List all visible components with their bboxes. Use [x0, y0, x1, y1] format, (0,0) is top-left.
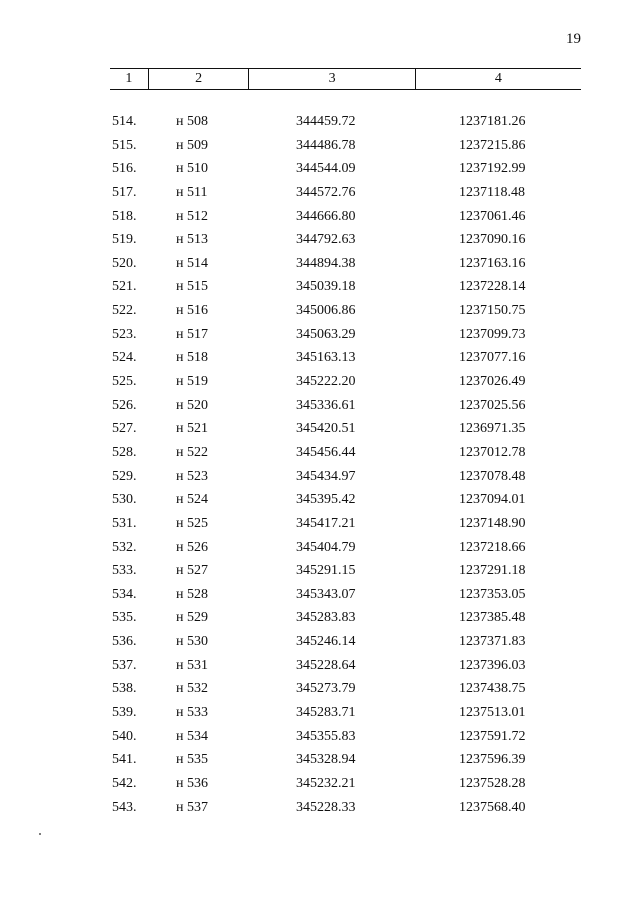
table-row [110, 134, 581, 158]
row-number: 536. [112, 634, 137, 650]
coordinate-x: 344792.63 [296, 232, 356, 248]
point-name: н 518 [176, 350, 208, 366]
point-name: н 532 [176, 681, 208, 697]
scan-speck [39, 833, 41, 835]
point-name: н 528 [176, 586, 208, 602]
coordinate-y: 1237090.16 [459, 232, 526, 248]
point-name: н 515 [176, 279, 208, 295]
table-row [110, 606, 581, 630]
table-row [110, 157, 581, 181]
point-name: н 525 [176, 515, 208, 531]
coordinate-y: 1237228.14 [459, 279, 526, 295]
coordinate-y: 1237596.39 [459, 752, 526, 768]
row-number: 517. [112, 184, 137, 200]
table-row [110, 323, 581, 347]
table-row [110, 677, 581, 701]
coordinate-x: 345163.13 [296, 350, 356, 366]
table-row [110, 748, 581, 772]
row-number: 534. [112, 586, 137, 602]
row-number: 520. [112, 255, 137, 271]
row-number: 519. [112, 232, 137, 248]
row-number: 521. [112, 279, 137, 295]
point-name: н 520 [176, 397, 208, 413]
header-col-3: 3 [248, 69, 414, 89]
point-name: н 513 [176, 232, 208, 248]
point-name: н 530 [176, 634, 208, 650]
coordinate-x: 345355.83 [296, 728, 356, 744]
row-number: 515. [112, 137, 137, 153]
row-number: 537. [112, 657, 137, 673]
coordinate-x: 345246.14 [296, 634, 356, 650]
coordinate-x: 345232.21 [296, 775, 356, 791]
header-col-4: 4 [415, 69, 581, 89]
point-name: н 510 [176, 161, 208, 177]
row-number: 541. [112, 752, 137, 768]
row-number: 516. [112, 161, 137, 177]
row-number: 527. [112, 421, 137, 437]
table-row [110, 725, 581, 749]
table-row [110, 796, 581, 820]
coordinate-y: 1237396.03 [459, 657, 526, 673]
point-name: н 514 [176, 255, 208, 271]
table-row [110, 512, 581, 536]
row-number: 540. [112, 728, 137, 744]
point-name: н 522 [176, 444, 208, 460]
coordinate-x: 345006.86 [296, 303, 356, 319]
coordinate-x: 344486.78 [296, 137, 356, 153]
table-row [110, 252, 581, 276]
row-number: 518. [112, 208, 137, 224]
header-col-1: 1 [125, 71, 133, 86]
point-name: н 536 [176, 775, 208, 791]
coordinate-y: 1237012.78 [459, 444, 526, 460]
coordinate-x: 345395.42 [296, 492, 356, 508]
coordinate-x: 344459.72 [296, 114, 356, 129]
coordinate-y: 1237118.48 [459, 184, 525, 200]
table-row [110, 701, 581, 725]
table-row [110, 417, 581, 441]
coordinate-y: 1237148.90 [459, 515, 526, 531]
coordinate-y: 1237099.73 [459, 326, 526, 342]
table-row [110, 488, 581, 512]
table-row [110, 654, 581, 678]
point-name: н 521 [176, 421, 208, 437]
point-name: н 535 [176, 752, 208, 768]
row-number: 525. [112, 374, 137, 390]
table-row [110, 205, 581, 229]
coordinate-x: 345456.44 [296, 444, 356, 460]
coordinate-x: 345228.33 [296, 799, 356, 815]
table-row [110, 441, 581, 465]
table-row [110, 181, 581, 205]
table-header [110, 68, 581, 90]
coordinate-x: 345039.18 [296, 279, 356, 295]
table-row [110, 536, 581, 560]
coordinate-y: 1237385.48 [459, 610, 526, 626]
coordinate-y: 1237150.75 [459, 303, 526, 319]
table-row [110, 559, 581, 583]
coordinate-y: 1237591.72 [459, 728, 526, 744]
coordinates-table [110, 68, 581, 815]
coordinate-x: 345283.71 [296, 705, 356, 721]
coordinate-x: 345283.83 [296, 610, 356, 626]
row-number: 542. [112, 775, 137, 791]
table-row [110, 394, 581, 418]
point-name: н 517 [176, 326, 208, 342]
point-name: н 509 [176, 137, 208, 153]
coordinate-y: 1237163.16 [459, 255, 526, 271]
row-number: 535. [112, 610, 137, 626]
point-name: н 511 [176, 184, 208, 200]
coordinate-y: 1237291.18 [459, 563, 526, 579]
coordinate-y: 1237215.86 [459, 137, 526, 153]
table-row [110, 370, 581, 394]
table-row [110, 772, 581, 796]
coordinate-x: 345222.20 [296, 374, 356, 390]
coordinate-y: 1237061.46 [459, 208, 526, 224]
table-body [110, 110, 581, 819]
coordinate-x: 345291.15 [296, 563, 356, 579]
row-number: 529. [112, 468, 137, 484]
coordinate-x: 344544.09 [296, 161, 356, 177]
coordinate-x: 345343.07 [296, 586, 356, 602]
row-number: 523. [112, 326, 137, 342]
page-number: 19 [566, 31, 581, 47]
point-name: н 531 [176, 657, 208, 673]
row-number: 531. [112, 515, 137, 531]
row-number: 538. [112, 681, 137, 697]
point-name: н 534 [176, 728, 208, 744]
point-name: н 523 [176, 468, 208, 484]
table-row [110, 299, 581, 323]
coordinate-x: 344894.38 [296, 255, 356, 271]
coordinate-y: 1237077.16 [459, 350, 526, 366]
point-name: н 512 [176, 208, 208, 224]
point-name: н 529 [176, 610, 208, 626]
table-row [110, 630, 581, 654]
coordinate-y: 1237025.56 [459, 397, 526, 413]
point-name: н 537 [176, 799, 208, 815]
coordinate-x: 344572.76 [296, 184, 356, 200]
row-number: 532. [112, 539, 137, 555]
coordinate-y: 1237078.48 [459, 468, 526, 484]
coordinate-x: 345434.97 [296, 468, 356, 484]
table-row [110, 465, 581, 489]
row-number: 514. [112, 114, 137, 129]
coordinate-y: 1236971.35 [459, 421, 526, 437]
header-col-2: 2 [148, 69, 249, 89]
table-row [110, 346, 581, 370]
coordinate-x: 345273.79 [296, 681, 356, 697]
row-number: 528. [112, 444, 137, 460]
coordinate-x: 345417.21 [296, 515, 356, 531]
coordinate-y: 1237192.99 [459, 161, 526, 177]
coordinate-y: 1237371.83 [459, 634, 526, 650]
table-row [110, 275, 581, 299]
row-number: 539. [112, 705, 137, 721]
row-number: 524. [112, 350, 137, 366]
coordinate-y: 1237026.49 [459, 374, 526, 390]
coordinate-x: 345404.79 [296, 539, 356, 555]
coordinate-x: 345336.61 [296, 397, 356, 413]
point-name: н 533 [176, 705, 208, 721]
coordinate-x: 345420.51 [296, 421, 356, 437]
coordinate-y: 1237353.05 [459, 586, 526, 602]
point-name: н 527 [176, 563, 208, 579]
point-name: н 508 [176, 114, 208, 129]
point-name: н 524 [176, 492, 208, 508]
point-name: н 519 [176, 374, 208, 390]
table-row [110, 583, 581, 607]
coordinate-x: 345228.64 [296, 657, 356, 673]
coordinate-y: 1237438.75 [459, 681, 526, 697]
coordinate-y: 1237218.66 [459, 539, 526, 555]
row-number: 522. [112, 303, 137, 319]
coordinate-y: 1237513.01 [459, 705, 526, 721]
point-name: н 516 [176, 303, 208, 319]
coordinate-y: 1237528.28 [459, 775, 526, 791]
coordinate-y: 1237181.26 [459, 114, 526, 129]
point-name: н 526 [176, 539, 208, 555]
row-number: 530. [112, 492, 137, 508]
table-row [110, 228, 581, 252]
row-number: 533. [112, 563, 137, 579]
coordinate-y: 1237094.01 [459, 492, 526, 508]
row-number: 526. [112, 397, 137, 413]
coordinate-y: 1237568.40 [459, 799, 526, 815]
coordinate-x: 345063.29 [296, 326, 356, 342]
coordinate-x: 345328.94 [296, 752, 356, 768]
table-row [110, 110, 581, 134]
row-number: 543. [112, 799, 137, 815]
coordinate-x: 344666.80 [296, 208, 356, 224]
